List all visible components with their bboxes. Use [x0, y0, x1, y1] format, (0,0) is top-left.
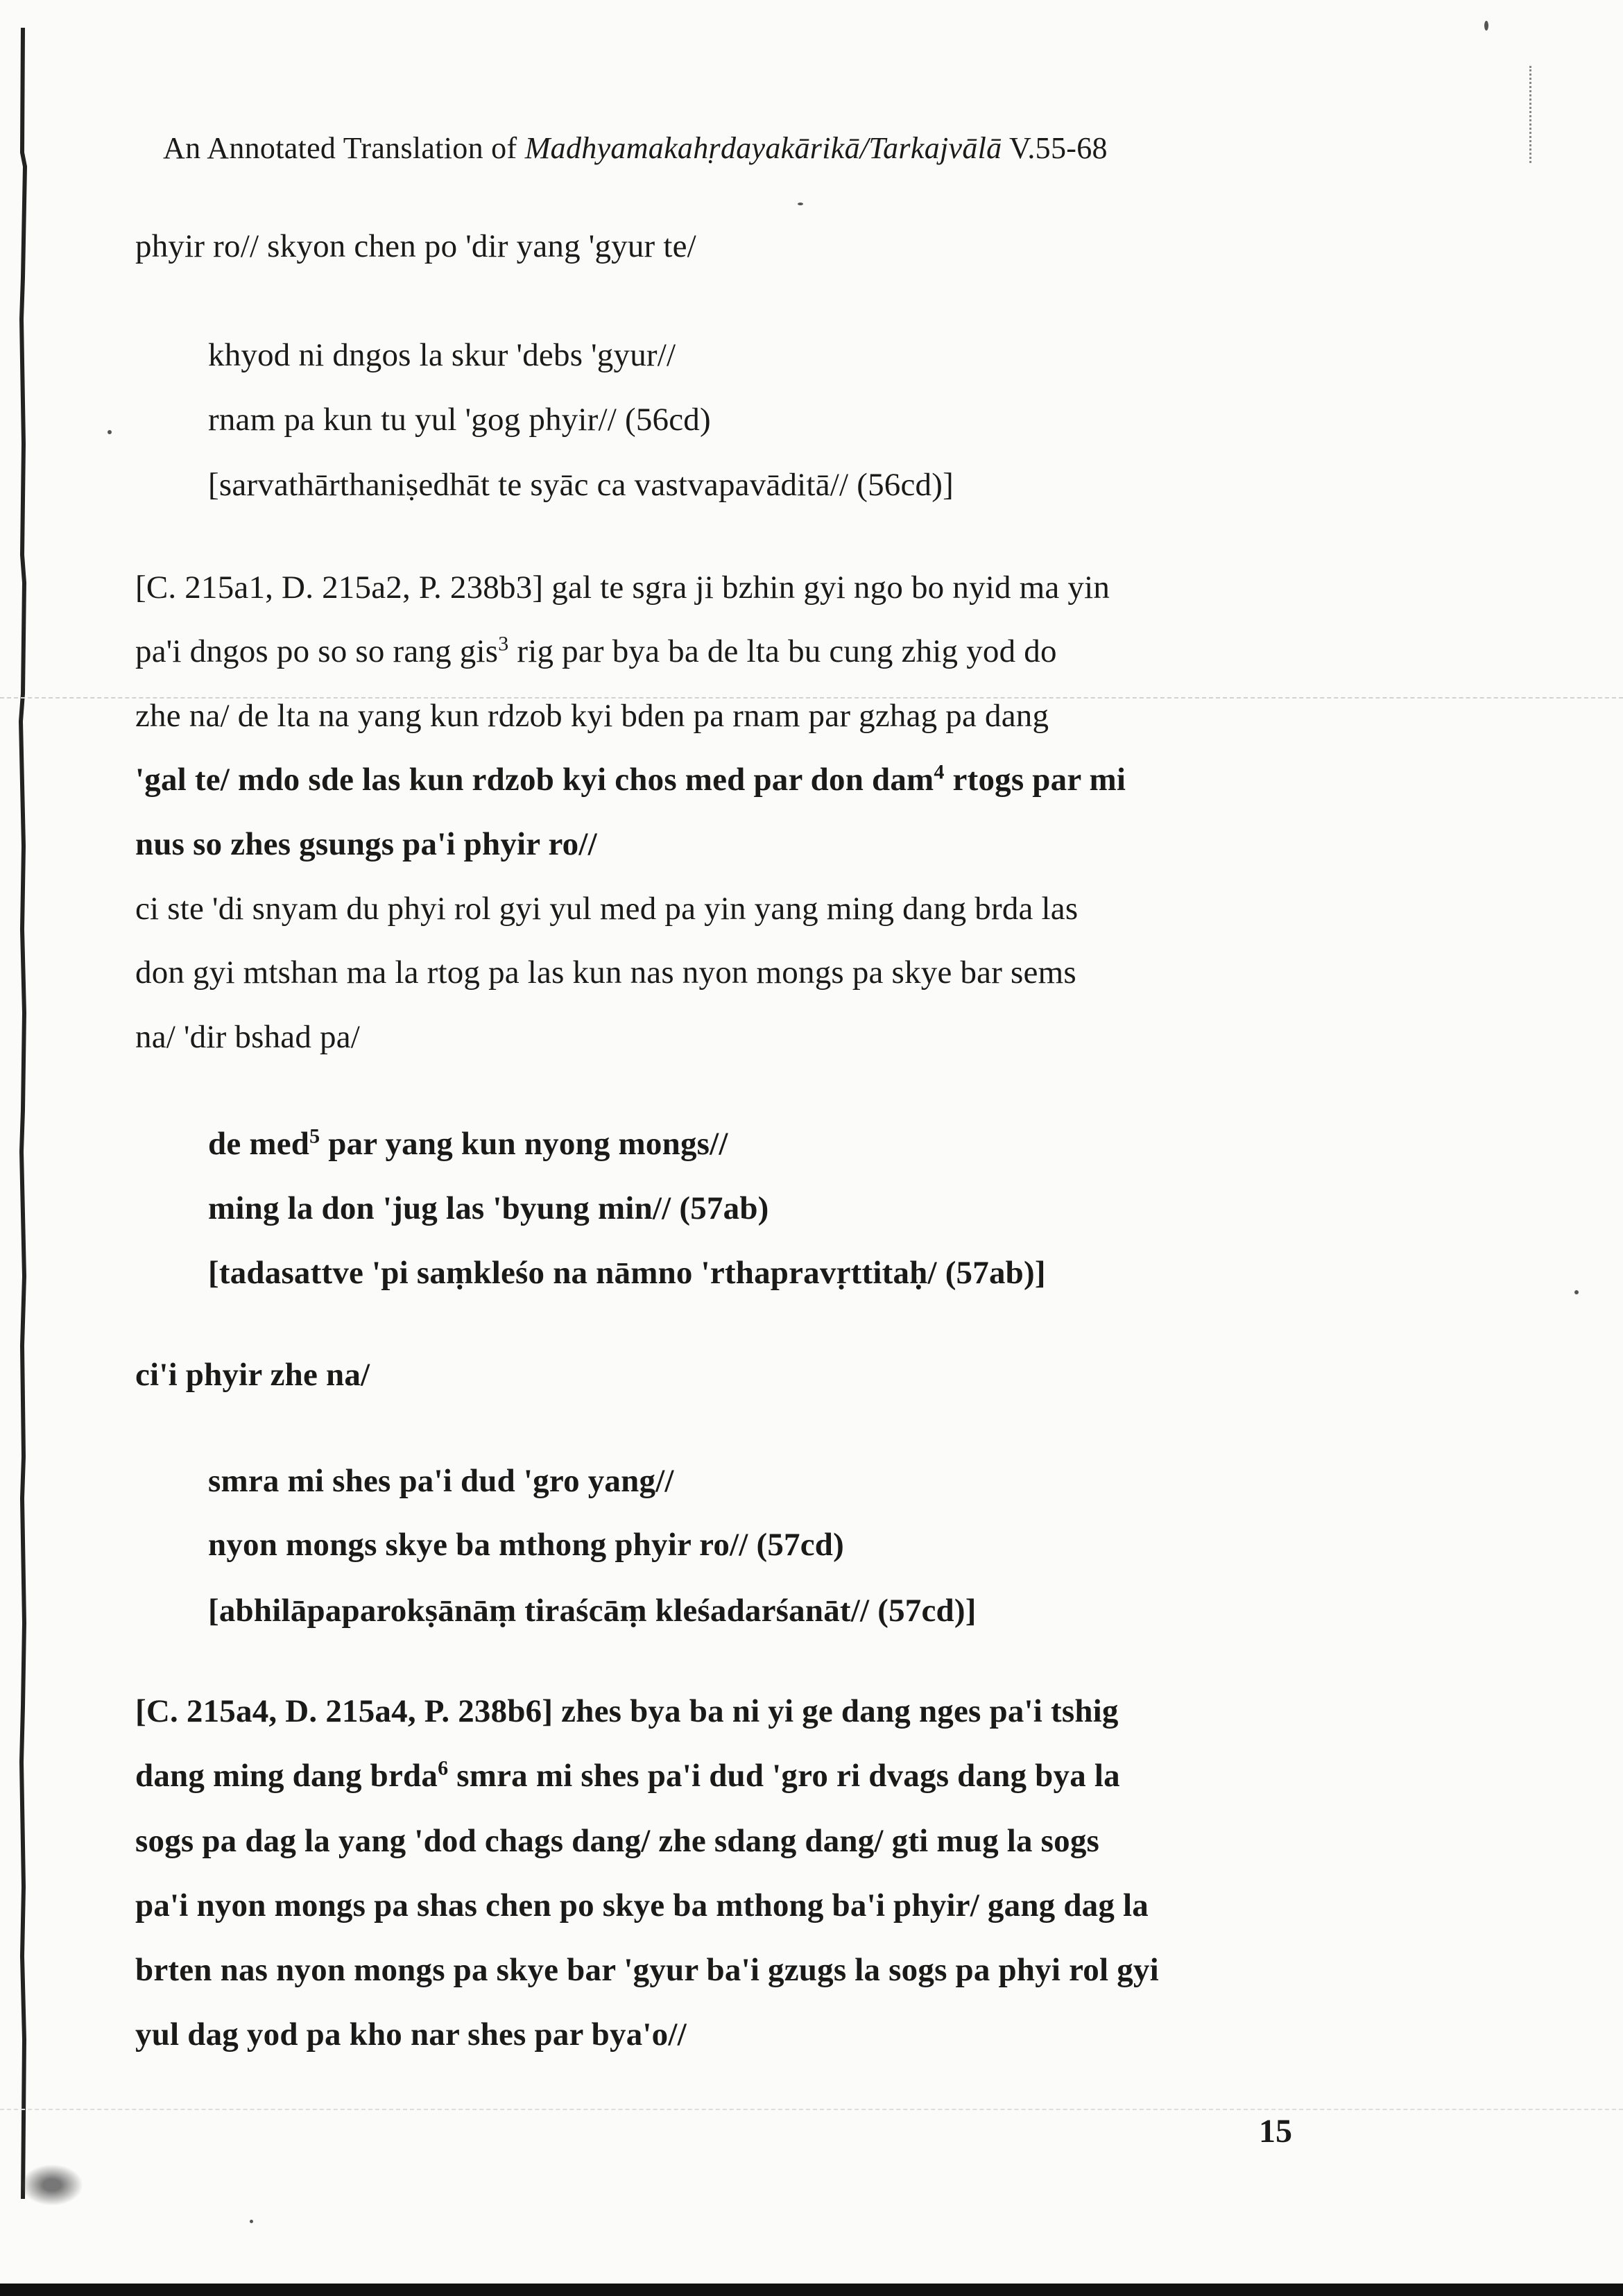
text-segment: dang ming dang brda: [135, 1758, 438, 1794]
text-segment: de med: [208, 1126, 310, 1162]
footnote-marker: 3: [498, 632, 509, 656]
verse-line: smra mi shes pa'i dud 'gro yang//: [208, 1463, 674, 1499]
verse-line: [208, 1125, 728, 1163]
text-line: brten nas nyon mongs pa skye bar 'gyur ba'i gzugs la sogs pa phyi rol gyi: [135, 1952, 1159, 1988]
verse-sanskrit: [tadasattve 'pi saṃkleśo na nāmno 'rthapravṛttitaḥ/ (57ab)]: [208, 1255, 1046, 1291]
text-line: [135, 633, 1057, 670]
text-segment: rig par bya ba de lta bu cung zhig yod do: [508, 633, 1057, 669]
text-segment: smra mi shes pa'i dud 'gro ri dvags dang bya la: [448, 1758, 1120, 1794]
scan-speck: [798, 203, 803, 205]
text-segment: rtogs par mi: [944, 762, 1126, 798]
scan-speck: [1484, 21, 1488, 31]
header-suffix: V.55-68: [1002, 131, 1108, 165]
binding-edge-shadow: [14, 28, 32, 2199]
text-line: ci'i phyir zhe na/: [135, 1357, 370, 1393]
text-line: [135, 1757, 1120, 1794]
text-line: [C. 215a4, D. 215a4, P. 238b6] zhes bya ba ni yi ge dang nges pa'i tshig: [135, 1693, 1119, 1729]
text-segment: par yang kun nyong mongs//: [320, 1126, 728, 1162]
verse-line: nyon mongs skye ba mthong phyir ro// (57cd): [208, 1527, 844, 1563]
text-line: [C. 215a1, D. 215a2, P. 238b3] gal te sgra ji bzhin gyi ngo bo nyid ma yin: [135, 569, 1110, 606]
text-segment: 'gal te/ mdo sde las kun rdzob kyi chos med par don dam: [135, 762, 934, 798]
verse-line: rnam pa kun tu yul 'gog phyir// (56cd): [208, 402, 711, 438]
verse-sanskrit: [abhilāpaparokṣānāṃ tiraścāṃ kleśadarśanāt// (57cd)]: [208, 1593, 977, 1629]
scan-margin-dots: [1529, 66, 1531, 163]
scan-bottom-edge: [0, 2284, 1623, 2296]
header-prefix: An Annotated Translation of: [163, 131, 525, 165]
footnote-marker: 4: [934, 760, 945, 784]
verse-line: ming la don 'jug las 'byung min// (57ab): [208, 1190, 769, 1226]
text-line: ci ste 'di snyam du phyi rol gyi yul med pa yin yang ming dang brda las: [135, 891, 1079, 927]
text-line: yul dag yod pa kho nar shes par bya'o//: [135, 2016, 687, 2053]
verse-line: khyod ni dngos la skur 'debs 'gyur//: [208, 337, 676, 373]
text-line: pa'i nyon mongs pa shas chen po skye ba mthong ba'i phyir/ gang dag la: [135, 1887, 1149, 1924]
text-segment: pa'i dngos po so so rang gis: [135, 633, 499, 669]
scan-speck: [250, 2220, 253, 2223]
running-header: [163, 130, 1108, 166]
scan-artifact-line: [0, 2109, 1623, 2110]
footnote-marker: 6: [438, 1756, 449, 1780]
scan-speck: [21, 2164, 83, 2206]
verse-sanskrit: [sarvathārthaniṣedhāt te syāc ca vastvapavāditā// (56cd)]: [208, 467, 954, 503]
text-line: nus so zhes gsungs pa'i phyir ro//: [135, 826, 597, 862]
text-line: zhe na/ de lta na yang kun rdzob kyi bden pa rnam par gzhag pa dang: [135, 698, 1049, 734]
text-line: sogs pa dag la yang 'dod chags dang/ zhe sdang dang/ gti mug la sogs: [135, 1823, 1100, 1859]
page-number: 15: [1259, 2113, 1292, 2150]
scan-speck: [1574, 1290, 1579, 1294]
header-title: Madhyamakahṛdayakārikā/Tarkajvālā: [524, 131, 1002, 165]
text-line: phyir ro// skyon chen po 'dir yang 'gyur te/: [135, 228, 696, 264]
text-line: na/ 'dir bshad pa/: [135, 1019, 361, 1055]
scan-speck: [108, 430, 112, 434]
footnote-marker: 5: [309, 1124, 320, 1148]
text-line: [135, 761, 1126, 798]
text-line: don gyi mtshan ma la rtog pa las kun nas nyon mongs pa skye bar sems: [135, 954, 1076, 991]
